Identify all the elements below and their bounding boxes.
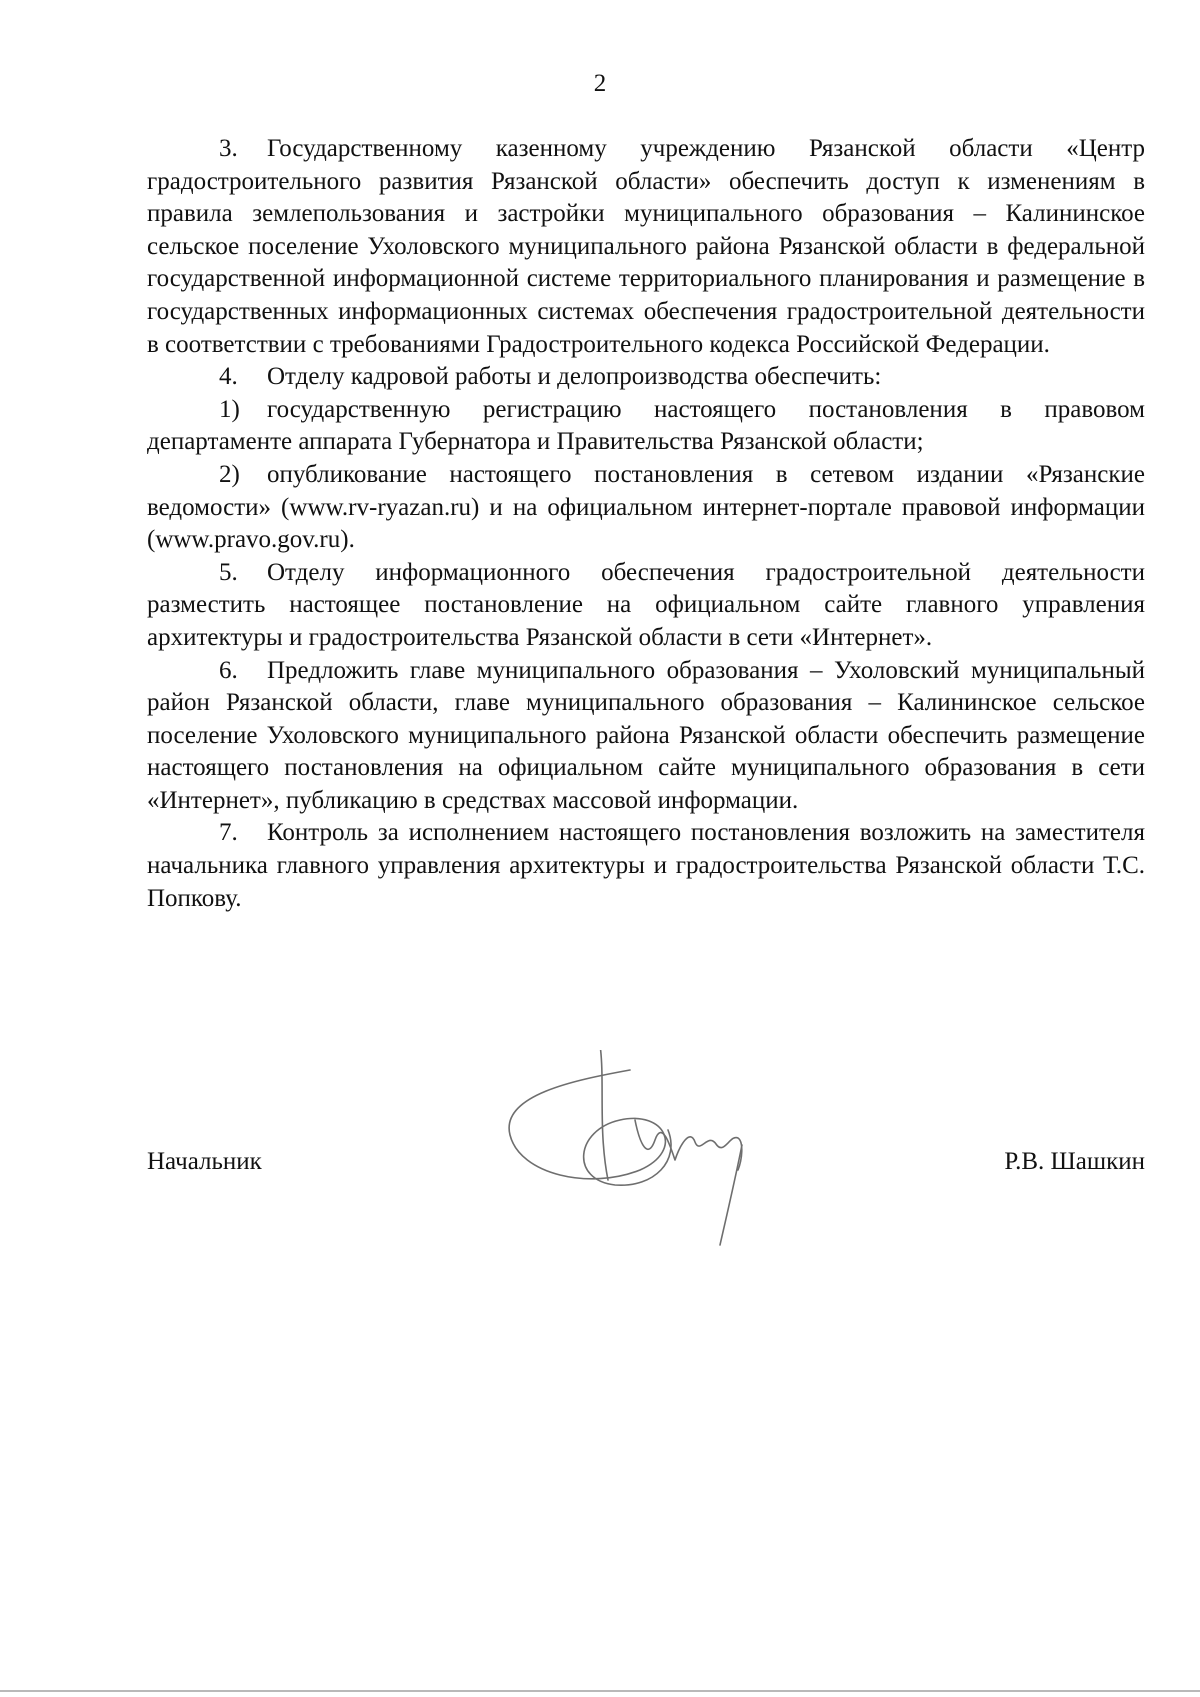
scan-edge-line xyxy=(0,1690,1200,1692)
paragraph-number: 4. xyxy=(219,363,238,391)
handwritten-signature xyxy=(480,1050,840,1280)
paragraph-3 xyxy=(147,133,1145,361)
paragraph-6 xyxy=(147,655,1145,818)
document-body xyxy=(147,133,1145,915)
paragraph-number: 5. xyxy=(219,558,238,586)
paragraph-number: 6. xyxy=(219,656,238,684)
paragraph-text: государственную регистрацию настоящего постановления в правовом департаменте аппарата Губернатора и Правительства Рязанской области; xyxy=(147,395,1145,456)
paragraph-number: 1) xyxy=(219,395,240,423)
paragraph-text: Государственному казенному учреждению Рязанской области «Центр градостроительного развития Рязанской области» обеспечить доступ к изменениям в правила землепользования и застройки муниципального образования – Калининское сельское поселение Ухоловского муниципального района Рязанской области в федеральной государственной информационной системе территориального планирования и размещение в государственных информационных системах обеспечения градостроительной деятельности в соответствии с требованиями Градостроительного кодекса Российской Федерации. xyxy=(147,135,1145,358)
paragraph-4 xyxy=(147,361,1145,394)
signatory-title: Начальник xyxy=(147,1148,262,1175)
signatory-name: Р.В. Шашкин xyxy=(1004,1148,1145,1175)
paragraph-text: Отделу информационного обеспечения градостроительной деятельности разместить настоящее постановление на официальном сайте главного управления архитектуры и градостроительства Рязанской области в сети «Интернет». xyxy=(147,558,1145,651)
paragraph-4-2 xyxy=(147,459,1145,557)
paragraph-text: Контроль за исполнением настоящего постановления возложить на заместителя начальника главного управления архитектуры и градостроительства Рязанской области Т.С. Попкову. xyxy=(147,819,1145,912)
page-number: 2 xyxy=(593,70,607,97)
paragraph-7 xyxy=(147,817,1145,915)
paragraph-number: 3. xyxy=(219,135,238,162)
paragraph-number: 7. xyxy=(219,819,238,847)
paragraph-text: Отделу кадровой работы и делопроизводства обеспечить: xyxy=(267,363,882,391)
paragraph-text: опубликование настоящего постановления в сетевом издании «Рязанские ведомости» (www.rv-ryazan.ru) и на официальном интернет-портале правовой информации (www.pravo.gov.ru). xyxy=(147,460,1145,554)
paragraph-number: 2) xyxy=(219,460,240,488)
paragraph-5 xyxy=(147,557,1145,655)
paragraph-4-1 xyxy=(147,394,1145,459)
paragraph-text: Предложить главе муниципального образования – Ухоловский муниципальный район Рязанской области, главе муниципального образования – Калининское сельское поселение Ухоловского муниципального района Рязанской области обеспечить размещение настоящего постановления на официальном сайте муниципального образования в сети «Интернет», публикацию в средствах массовой информации. xyxy=(147,656,1145,814)
